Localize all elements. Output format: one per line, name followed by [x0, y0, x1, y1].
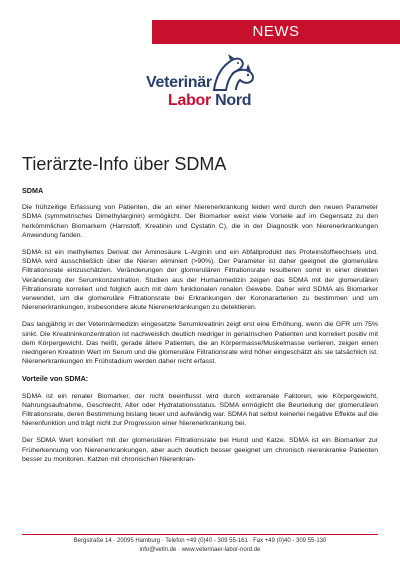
footer-divider	[22, 534, 378, 535]
paragraph: SDMA ist ein methyliertes Derivat der Aminosäure L-Arginin und ein Abfallprodukt des Proteinstoffwechsels und. SDMA wird ausschließlich über die Nieren eliminiert (>90%). Der Parameter ist daher geeignet die glomeruläre Filtrationsrate einzuschätzen. Veränderungen der glomerulären Filtrationsrate resultieren somit in einer direkten Veränderung der Serumkonzentration. Studien aus der Humanmedizin zeigen das SDMA mit der glomerulären Filtrationsrate korreliert und folglich auch mit dem funktionalen renalen Gewebe. Daher wird SDMA als Biomarker verwendet, um die glomeruläre Filtrationsrate bei Erkrankungen der Koronararterien zu bestimmen und um Nierenerkrankungen, insbesondere akute Nierenerkrankungen zu detektieren.	[22, 249, 378, 312]
section-heading-vorteile: Vorteile von SDMA:	[22, 374, 89, 384]
logo-text-nord: Nord	[215, 92, 252, 109]
logo-text-labor-nord	[168, 92, 251, 110]
footer-address: Bergstraße 14 · 20095 Hamburg · Telefon +49 (0)40 - 309 55-161 · Fax +49 (0)40 - 309 55-130	[73, 538, 327, 544]
logo-text-labor: Labor	[168, 92, 211, 109]
paragraph: SDMA ist ein renaler Biomarker, der nicht beeinflusst wird durch extrarenale Faktoren, wie Körpergewicht, Nahrungsaufnahme, Geschlecht, Alter oder Hydratationsstatus. SDMA ermöglicht die Beurteilung der glomerulären Filtrationsrate, deren Bestimmung bislang teuer und aufwändig war. SDMA hat selbst keinerlei negative Effekte auf die Nierenfunktion und trägt nicht zur Progression einer Nierenerkrankung bei.	[22, 392, 378, 428]
footer	[0, 537, 400, 555]
horse-dog-logo-icon	[208, 52, 256, 92]
page-title: Tierärzte-Info über SDMA	[22, 154, 227, 174]
header-area	[0, 0, 400, 44]
paragraph: Die frühzeitige Erfassung von Patienten, die an einer Nierenerkrankung leiden wird durch den neuen Parameter SDMA (symmetrisches Dimethylarginin) ermöglicht. Der Biomarker weist viele Vorteile auf im Gegensatz zu den herkömmlichen Biomarkern (Harnstoff, Kreatinin und Cystatin C), die in der Diagnostik von Nierenerkrankungen Anwendung fanden.	[22, 204, 378, 239]
logo-text-veterinaer: Veterinär	[146, 74, 212, 91]
paragraph: Der SDMA Wert korreliert mit der glomerulären Filtrationsrate bei Hund und Katze. SDMA ist ein Biomarker zur Früherkennung von Nierenerkrankungen, aber auch deutlich besser geeignet um chronisch nierenkranke Patienten besser zu monitoren. Katzen mit chronischen Nierenkran-	[22, 437, 378, 463]
section-heading-sdma: SDMA	[22, 186, 44, 195]
footer-contact: info@vetln.de · www.veterinaer-labor-nord.de	[139, 547, 261, 553]
company-logo	[146, 50, 256, 108]
article-body	[22, 186, 378, 472]
news-banner: NEWS	[152, 20, 400, 44]
paragraph: Das langjährig in der Veterinärmedizin eingesetzte Serumkreatinin zeigt erst eine Erhöhung, wenn die GFR um 75% sinkt. Die Kreatininkonzentration ist nachweislich deutlich niedriger in geriatrischen Patienten und korreliert positiv mit dem Körpergewicht. Das heißt, gerade ältere Patienten, die an Körpermasse/Muskelmasse verlieren, zeigen einen niedrigeren Kreatinin Wert im Serum und die glomeruläre Filtrationsrate wird höher eingeschätzt als sie tatsächlich ist. Nierenerkrankungen im Frühstadium werden daher nicht erfasst.	[22, 321, 378, 366]
